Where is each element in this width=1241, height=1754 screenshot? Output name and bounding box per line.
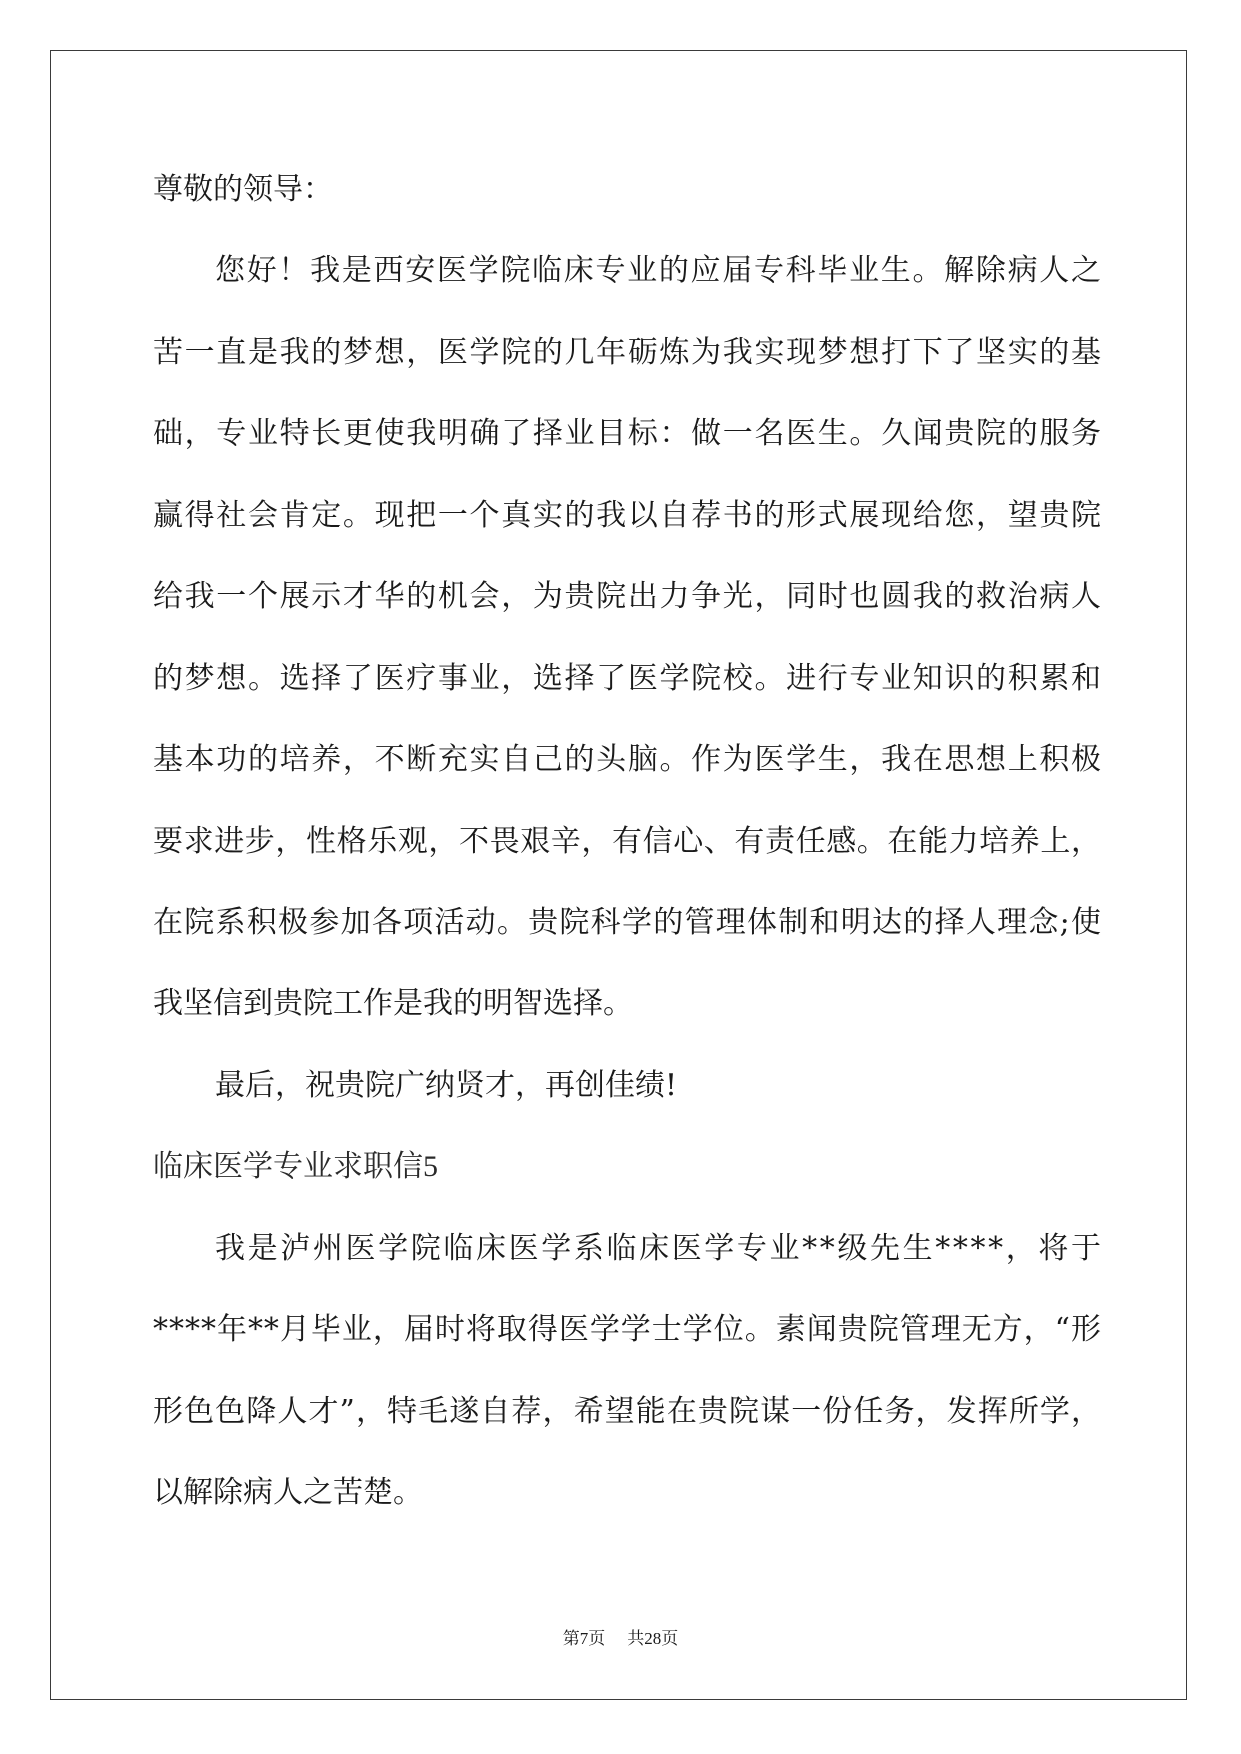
- section-heading: 临床医学专业求职信5: [153, 1150, 438, 1184]
- salutation: 尊敬的领导：: [153, 172, 333, 207]
- body-line: 我是泸州医学院临床医学系临床医学专业**级先生****，将于: [215, 1230, 1104, 1266]
- body-line: 我坚信到贵院工作是我的明智选择。: [153, 986, 633, 1022]
- body-line: 您好！我是西安医学院临床专业的应届专科毕业生。解除病人之: [215, 253, 1103, 289]
- page-footer: [0, 1627, 1241, 1651]
- document-body: [153, 149, 1104, 1533]
- closing-line: 最后，祝贵院广纳贤才，再创佳绩!: [215, 1067, 678, 1103]
- body-line: 础，专业特长更使我明确了择业目标：做一名医生。久闻贵院的服务: [153, 416, 1103, 452]
- body-line: 赢得社会肯定。现把一个真实的我以自荐书的形式展现给您，望贵院: [153, 497, 1103, 533]
- body-line: 给我一个展示才华的机会，为贵院出力争光，同时也圆我的救治病人: [153, 579, 1103, 615]
- total-pages-label: 共28页: [627, 1629, 679, 1648]
- body-line: 苦一直是我的梦想，医学院的几年砺炼为我实现梦想打下了坚实的基: [153, 334, 1103, 370]
- body-line: 要求进步，性格乐观，不畏艰辛，有信心、有责任感。在能力培养上，: [153, 823, 1102, 859]
- body-line: 形色色降人才”，特毛遂自荐，希望能在贵院谋一份任务，发挥所学，: [153, 1393, 1103, 1429]
- current-page-label: 第7页: [562, 1629, 606, 1648]
- body-line: 在院系积极参加各项活动。贵院科学的管理体制和明达的择人理念;使: [153, 904, 1103, 940]
- body-line: 基本功的培养，不断充实自己的头脑。作为医学生，我在思想上积极: [153, 742, 1103, 778]
- body-line: 的梦想。选择了医疗事业，选择了医学院校。进行专业知识的积累和: [153, 660, 1103, 696]
- body-line: 以解除病人之苦楚。: [153, 1475, 423, 1510]
- body-line: ****年**月毕业，届时将取得医学学士学位。素闻贵院管理无方，“形: [153, 1312, 1102, 1348]
